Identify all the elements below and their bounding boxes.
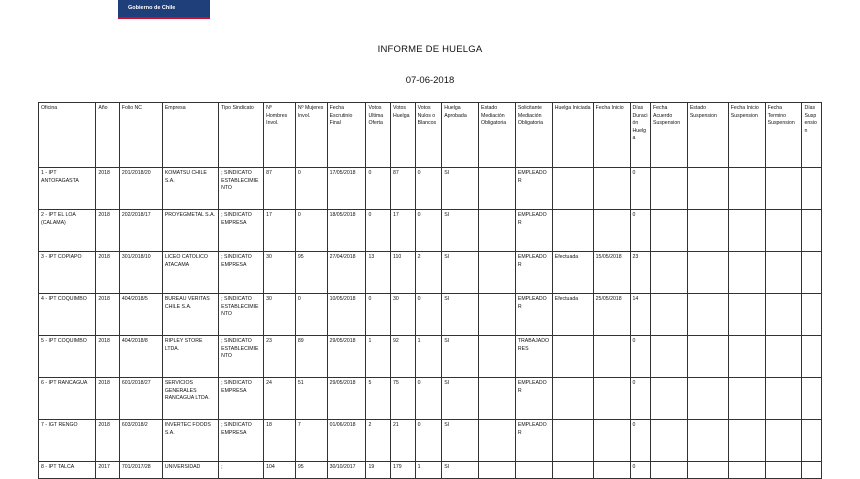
column-header: Nº Hombres Invol.: [264, 103, 296, 168]
table-cell: 0: [366, 168, 391, 210]
column-header: Estado Mediación Obligatoria: [479, 103, 516, 168]
table-cell: TRABAJADORES: [515, 336, 552, 378]
table-cell: [728, 210, 765, 252]
table-cell: [650, 336, 687, 378]
table-cell: 21: [391, 420, 416, 462]
table-cell: [687, 294, 728, 336]
table-cell: [765, 252, 802, 294]
table-cell: 701/2017/28: [119, 462, 162, 479]
table-cell: 104: [264, 462, 296, 479]
table-cell: [593, 336, 630, 378]
table-cell: [650, 462, 687, 479]
table-cell: SI: [442, 210, 479, 252]
table-cell: 30: [391, 294, 416, 336]
column-header: Días Duración Huelga: [630, 103, 650, 168]
table-cell: 601/2018/27: [119, 378, 162, 420]
table-cell: 0: [630, 462, 650, 479]
table-cell: EMPLEADOR: [515, 210, 552, 252]
table-row: [39, 336, 822, 378]
table-cell: [765, 336, 802, 378]
table-cell: [687, 378, 728, 420]
column-header: Fecha Inicio: [593, 103, 630, 168]
table-cell: [802, 252, 822, 294]
table-cell: UNIVERSIDAD: [162, 462, 218, 479]
column-header: Año: [96, 103, 120, 168]
table-cell: ; SINDICATO EMPRESA: [219, 378, 264, 420]
table-cell: 14: [630, 294, 650, 336]
table-row: [39, 420, 822, 462]
table-cell: [552, 462, 593, 479]
table-cell: 29/05/2018: [327, 336, 366, 378]
table-cell: [515, 462, 552, 479]
table-cell: [687, 336, 728, 378]
logo-text: Gobierno de Chile: [128, 5, 176, 11]
table-cell: 23: [630, 252, 650, 294]
table-cell: [765, 168, 802, 210]
table-cell: 603/2018/2: [119, 420, 162, 462]
table-cell: 10/05/2018: [327, 294, 366, 336]
table-cell: [650, 210, 687, 252]
table-cell: [728, 462, 765, 479]
table-cell: [552, 210, 593, 252]
table-cell: [802, 336, 822, 378]
table-cell: ;: [219, 462, 264, 479]
table-cell: ; SINDICATO EMPRESA: [219, 420, 264, 462]
column-header: Oficina: [39, 103, 96, 168]
table-cell: 23: [264, 336, 296, 378]
table-cell: 4 - IPT COQUIMBO: [39, 294, 96, 336]
column-header: Tipo Sindicato: [219, 103, 264, 168]
table-cell: [728, 252, 765, 294]
table-cell: 0: [415, 420, 442, 462]
table-cell: [650, 378, 687, 420]
table-cell: 2: [366, 420, 391, 462]
table-cell: 2: [415, 252, 442, 294]
table-cell: [479, 294, 516, 336]
table-cell: EMPLEADOR: [515, 294, 552, 336]
table-cell: 202/2018/17: [119, 210, 162, 252]
table-cell: 6 - IPT RANCAGUA: [39, 378, 96, 420]
table-cell: [552, 336, 593, 378]
table-cell: Efectuada: [552, 294, 593, 336]
column-header: Folio NC: [119, 103, 162, 168]
table-cell: 301/2018/10: [119, 252, 162, 294]
table-cell: [593, 378, 630, 420]
table-cell: [479, 420, 516, 462]
column-header: Votos Ultima Oferta: [366, 103, 391, 168]
table-cell: [765, 462, 802, 479]
column-header: Estado Suspension: [687, 103, 728, 168]
table-cell: 1: [366, 336, 391, 378]
table-cell: [650, 294, 687, 336]
table-cell: [479, 378, 516, 420]
table-cell: 17: [264, 210, 296, 252]
table-cell: [552, 420, 593, 462]
table-cell: Efectuada: [552, 252, 593, 294]
table-header-row: [39, 103, 822, 168]
table-cell: 0: [295, 294, 327, 336]
table-cell: 30: [264, 252, 296, 294]
table-cell: 27/04/2018: [327, 252, 366, 294]
table-cell: [650, 420, 687, 462]
table-cell: [687, 168, 728, 210]
table-cell: 95: [295, 462, 327, 479]
table-cell: 0: [295, 168, 327, 210]
table-cell: [593, 168, 630, 210]
table-cell: 2017: [96, 462, 120, 479]
table-cell: 18/05/2018: [327, 210, 366, 252]
table-cell: [479, 210, 516, 252]
table-cell: RIPLEY STORE LTDA.: [162, 336, 218, 378]
table-cell: 24: [264, 378, 296, 420]
table-cell: 179: [391, 462, 416, 479]
table-cell: 29/05/2018: [327, 378, 366, 420]
table-cell: 0: [366, 210, 391, 252]
table-cell: 15/05/2018: [593, 252, 630, 294]
table-cell: SI: [442, 336, 479, 378]
table-cell: 404/2018/8: [119, 336, 162, 378]
table-cell: 2018: [96, 252, 120, 294]
table-cell: 3 - IPT COPIAPO: [39, 252, 96, 294]
table-cell: ; SINDICATO EMPRESA: [219, 210, 264, 252]
table-cell: SI: [442, 294, 479, 336]
table-cell: ; SINDICATO EMPRESA: [219, 252, 264, 294]
table-cell: KOMATSU CHILE S.A.: [162, 168, 218, 210]
table-cell: [802, 168, 822, 210]
table-cell: SI: [442, 378, 479, 420]
table-cell: 30: [264, 294, 296, 336]
table-cell: [802, 420, 822, 462]
column-header: Días Suspension: [802, 103, 822, 168]
table-row: [39, 294, 822, 336]
column-header: Solicitante Mediación Obligatoria: [515, 103, 552, 168]
table-cell: [802, 210, 822, 252]
table-cell: [650, 168, 687, 210]
table-cell: 7 - IGT RENGO: [39, 420, 96, 462]
table-cell: 2018: [96, 378, 120, 420]
table-cell: LICEO CATOLICO ATACAMA: [162, 252, 218, 294]
table-body: [39, 168, 822, 479]
table-cell: [728, 420, 765, 462]
table-cell: 201/2018/20: [119, 168, 162, 210]
table-cell: [728, 336, 765, 378]
table-cell: 92: [391, 336, 416, 378]
table-cell: EMPLEADOR: [515, 252, 552, 294]
table-cell: 87: [391, 168, 416, 210]
column-header: Huelga Iniciada: [552, 103, 593, 168]
table-cell: SI: [442, 420, 479, 462]
table-cell: 8 - IPT TALCA: [39, 462, 96, 479]
table-cell: [765, 420, 802, 462]
table-cell: 2018: [96, 294, 120, 336]
table-cell: SI: [442, 168, 479, 210]
table-cell: SI: [442, 252, 479, 294]
table-cell: [552, 378, 593, 420]
table-cell: EMPLEADOR: [515, 168, 552, 210]
table-cell: 30/10/2017: [327, 462, 366, 479]
table-cell: 19: [366, 462, 391, 479]
table-cell: INVERTEC FOODS S.A.: [162, 420, 218, 462]
table-cell: 0: [415, 168, 442, 210]
table-cell: [802, 378, 822, 420]
table-cell: 2018: [96, 420, 120, 462]
table-cell: 0: [295, 210, 327, 252]
table-cell: ; SINDICATO ESTABLECIMIENTO: [219, 294, 264, 336]
table-cell: 5: [366, 378, 391, 420]
table-cell: BUREAU VERITAS CHILE S.A.: [162, 294, 218, 336]
table-row: [39, 462, 822, 479]
table-cell: 89: [295, 336, 327, 378]
table-cell: [728, 294, 765, 336]
table-cell: 87: [264, 168, 296, 210]
table-cell: 0: [366, 294, 391, 336]
table-cell: 0: [415, 210, 442, 252]
column-header: Huelga Aprobada: [442, 103, 479, 168]
table-cell: 18: [264, 420, 296, 462]
table-cell: [479, 252, 516, 294]
table-cell: 25/05/2018: [593, 294, 630, 336]
table-cell: 17/05/2018: [327, 168, 366, 210]
table-cell: ; SINDICATO ESTABLECIMIENTO: [219, 168, 264, 210]
table-cell: 95: [295, 252, 327, 294]
table-cell: SERVICIOS GENERALES RANCAGUA LTDA.: [162, 378, 218, 420]
report-date: 07-06-2018: [405, 75, 455, 86]
table-cell: [687, 462, 728, 479]
table-cell: SI: [442, 462, 479, 479]
table-cell: 0: [630, 336, 650, 378]
table-cell: [479, 336, 516, 378]
table-cell: 51: [295, 378, 327, 420]
table-row: [39, 378, 822, 420]
column-header: Fecha Escrutinio Final: [327, 103, 366, 168]
report-title: INFORME DE HUELGA: [377, 44, 483, 55]
column-header: Nº Mujeres Invol.: [295, 103, 327, 168]
table-cell: 1 - IPT ANTOFAGASTA: [39, 168, 96, 210]
table-cell: [593, 210, 630, 252]
table-cell: 0: [415, 294, 442, 336]
table-cell: 0: [415, 378, 442, 420]
table-cell: [687, 252, 728, 294]
table-cell: 75: [391, 378, 416, 420]
table-cell: 2018: [96, 336, 120, 378]
table-cell: [728, 168, 765, 210]
table-cell: ; SINDICATO ESTABLECIMIENTO: [219, 336, 264, 378]
table-cell: EMPLEADOR: [515, 420, 552, 462]
table-cell: [802, 294, 822, 336]
table-cell: [479, 462, 516, 479]
table-cell: [765, 210, 802, 252]
column-header: Fecha Acuerdo Suspension: [650, 103, 687, 168]
table-cell: 5 - IPT COQUIMBO: [39, 336, 96, 378]
column-header: Votos Nulos o Blancos: [415, 103, 442, 168]
table-cell: [552, 168, 593, 210]
table-cell: 01/06/2018: [327, 420, 366, 462]
table-cell: [687, 420, 728, 462]
table-cell: 13: [366, 252, 391, 294]
strike-report-table: [38, 102, 822, 479]
table-cell: PROYEGMETAL S.A.: [162, 210, 218, 252]
table-cell: [650, 252, 687, 294]
table-cell: [765, 378, 802, 420]
table-cell: EMPLEADOR: [515, 378, 552, 420]
table-cell: 2 - IPT EL LOA (CALAMA): [39, 210, 96, 252]
table-cell: 2018: [96, 168, 120, 210]
table-cell: [593, 462, 630, 479]
table-cell: [687, 210, 728, 252]
table-cell: 404/2018/5: [119, 294, 162, 336]
table-cell: 0: [630, 378, 650, 420]
table-cell: 17: [391, 210, 416, 252]
table-cell: 1: [415, 336, 442, 378]
table-row: [39, 168, 822, 210]
table-cell: [728, 378, 765, 420]
table-row: [39, 252, 822, 294]
column-header: Votos Huelga: [391, 103, 416, 168]
table-row: [39, 210, 822, 252]
column-header: Fecha Inicio Suspension: [728, 103, 765, 168]
table-cell: [479, 168, 516, 210]
column-header: Empresa: [162, 103, 218, 168]
column-header: Fecha Termino Suspension: [765, 103, 802, 168]
table-cell: 0: [630, 420, 650, 462]
table-cell: 110: [391, 252, 416, 294]
table-cell: 7: [295, 420, 327, 462]
table-cell: [593, 420, 630, 462]
table-cell: [802, 462, 822, 479]
table-cell: 0: [630, 210, 650, 252]
table-cell: 0: [630, 168, 650, 210]
table-cell: [765, 294, 802, 336]
table-cell: 2018: [96, 210, 120, 252]
table-cell: 1: [415, 462, 442, 479]
